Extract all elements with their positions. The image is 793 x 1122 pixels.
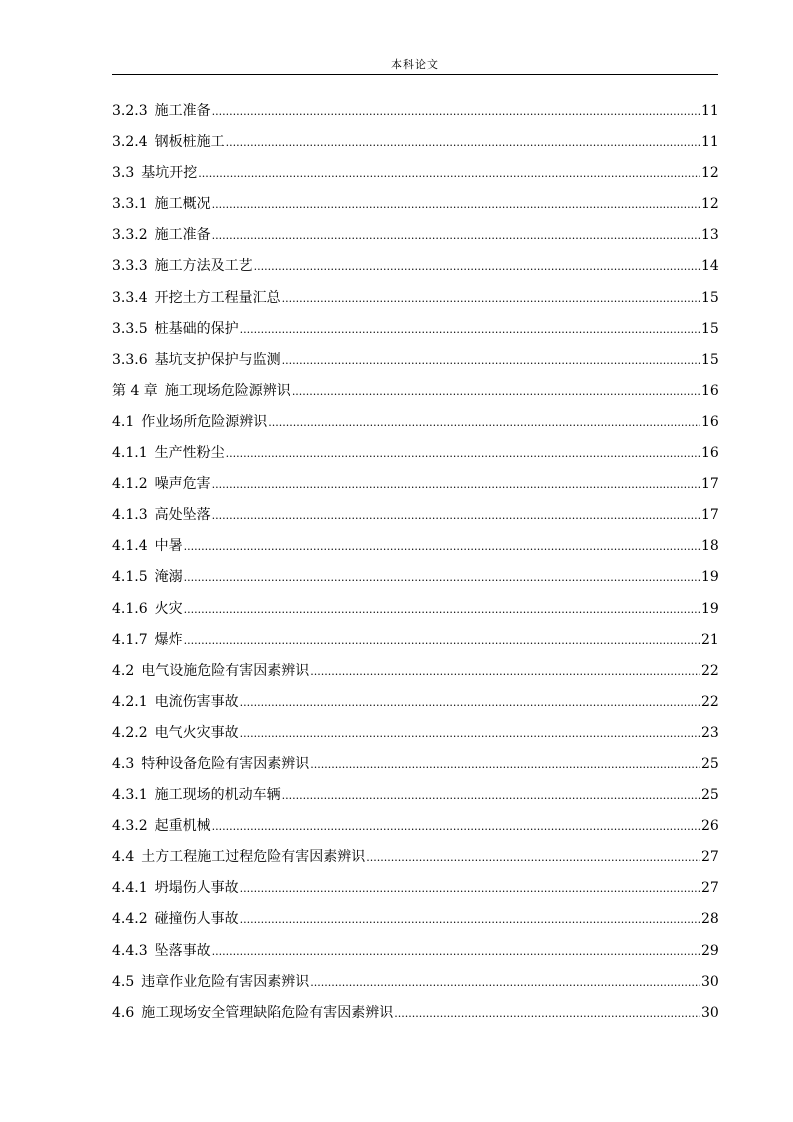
toc-dot-leader <box>212 472 700 498</box>
toc-dot-leader <box>310 752 700 778</box>
toc-dot-leader <box>394 1001 700 1027</box>
toc-entry-title: 施工方法及工艺 <box>154 258 253 275</box>
toc-dot-leader <box>240 690 700 716</box>
toc-entry-page: 15 <box>701 289 719 306</box>
toc-dot-leader <box>212 192 700 218</box>
toc-entry-title: 基坑支护保护与监测 <box>154 351 281 368</box>
toc-entry-page: 16 <box>701 445 719 462</box>
toc-entry-number: 4.6 <box>112 1004 135 1021</box>
toc-dot-leader <box>240 317 700 343</box>
toc-entry[interactable] <box>112 689 718 720</box>
toc-entry-number: 4.1.5 <box>112 569 148 586</box>
toc-entry[interactable] <box>112 347 718 378</box>
toc-entry-title: 碰撞伤人事故 <box>154 911 239 928</box>
toc-entry-title: 施工概况 <box>154 196 211 213</box>
toc-entry-title: 施工准备 <box>154 227 211 244</box>
toc-entry[interactable] <box>112 564 718 595</box>
toc-entry-number: 3.3.5 <box>112 320 148 337</box>
toc-dot-leader <box>184 565 700 591</box>
toc-entry[interactable] <box>112 316 718 347</box>
toc-entry-page: 18 <box>701 538 719 555</box>
toc-entry-page: 30 <box>701 1004 719 1021</box>
toc-entry-number: 3.3.6 <box>112 351 148 368</box>
toc-entry-number: 3.2.4 <box>112 134 148 151</box>
toc-entry-number: 4.1 <box>112 413 135 430</box>
toc-entry-title: 爆炸 <box>154 631 183 648</box>
toc-entry-title: 电流伤害事故 <box>154 693 239 710</box>
toc-entry[interactable] <box>112 533 718 564</box>
toc-entry-number: 4.3.2 <box>112 818 148 835</box>
toc-entry-page: 19 <box>701 600 719 617</box>
toc-dot-leader <box>226 130 700 156</box>
table-of-contents <box>112 98 718 1031</box>
toc-dot-leader <box>198 161 700 187</box>
toc-entry-number: 4.1.3 <box>112 507 148 524</box>
toc-entry-title: 违章作业危险有害因素辨识 <box>141 973 310 990</box>
toc-entry[interactable] <box>112 720 718 751</box>
toc-entry-title: 基坑开挖 <box>141 165 198 182</box>
toc-entry-page: 27 <box>701 880 719 897</box>
toc-entry-number: 3.3.4 <box>112 289 148 306</box>
toc-entry-page: 25 <box>701 787 719 804</box>
toc-dot-leader <box>282 783 700 809</box>
toc-entry[interactable] <box>112 658 718 689</box>
toc-entry-number: 4.2.1 <box>112 693 148 710</box>
toc-entry[interactable] <box>112 378 718 409</box>
toc-entry-title: 特种设备危险有害因素辨识 <box>141 755 310 772</box>
toc-dot-leader <box>184 628 700 654</box>
toc-entry-number: 4.1.4 <box>112 538 148 555</box>
toc-entry[interactable] <box>112 191 718 222</box>
toc-entry[interactable] <box>112 471 718 502</box>
toc-entry[interactable] <box>112 751 718 782</box>
toc-entry-page: 14 <box>701 258 719 275</box>
page-header <box>112 52 718 75</box>
toc-entry-page: 22 <box>701 693 719 710</box>
toc-entry[interactable] <box>112 285 718 316</box>
toc-entry-number: 3.2.3 <box>112 103 148 119</box>
toc-entry-title: 桩基础的保护 <box>154 320 239 337</box>
toc-dot-leader <box>310 659 700 685</box>
toc-entry-page: 25 <box>701 755 719 772</box>
toc-dot-leader <box>282 348 700 374</box>
toc-entry-title: 施工现场安全管理缺陷危险有害因素辨识 <box>141 1004 394 1021</box>
toc-entry-title: 电气设施危险有害因素辨识 <box>141 662 310 679</box>
toc-entry-page: 11 <box>701 103 719 119</box>
toc-entry[interactable] <box>112 844 718 875</box>
toc-dot-leader <box>268 410 700 436</box>
toc-entry[interactable] <box>112 596 718 627</box>
toc-entry-number: 4.4.2 <box>112 911 148 928</box>
toc-entry[interactable] <box>112 782 718 813</box>
toc-entry-number: 3.3.3 <box>112 258 148 275</box>
toc-entry-number: 4.4.3 <box>112 942 148 959</box>
toc-entry-number: 第 4 章 <box>112 382 158 399</box>
toc-entry-title: 施工准备 <box>154 103 211 119</box>
toc-entry[interactable] <box>112 938 718 969</box>
toc-entry-title: 作业场所危险源辨识 <box>141 413 268 430</box>
toc-entry-number: 4.5 <box>112 973 135 990</box>
toc-entry[interactable] <box>112 906 718 937</box>
toc-entry-page: 23 <box>701 724 719 741</box>
toc-entry-page: 13 <box>701 227 719 244</box>
toc-entry[interactable] <box>112 409 718 440</box>
toc-entry-page: 15 <box>701 351 719 368</box>
toc-dot-leader <box>254 254 700 280</box>
toc-dot-leader <box>184 534 700 560</box>
toc-entry-page: 12 <box>701 165 719 182</box>
toc-dot-leader <box>282 286 700 312</box>
toc-dot-leader <box>240 907 700 933</box>
toc-entry[interactable] <box>112 222 718 253</box>
toc-entry-title: 坠落事故 <box>154 942 211 959</box>
toc-entry-page: 15 <box>701 320 719 337</box>
toc-entry-page: 16 <box>701 413 719 430</box>
toc-entry-page: 12 <box>701 196 719 213</box>
toc-entry-page: 16 <box>701 382 719 399</box>
toc-dot-leader <box>212 814 700 840</box>
toc-entry-page: 29 <box>701 942 719 959</box>
toc-dot-leader <box>212 223 700 249</box>
toc-dot-leader <box>212 99 700 125</box>
toc-entry-title: 坍塌伤人事故 <box>154 880 239 897</box>
toc-entry-title: 施工现场危险源辨识 <box>164 382 291 399</box>
toc-dot-leader <box>240 721 700 747</box>
toc-entry[interactable] <box>112 160 718 191</box>
toc-dot-leader <box>240 876 700 902</box>
toc-entry-number: 4.1.7 <box>112 631 148 648</box>
toc-dot-leader <box>212 503 700 529</box>
toc-entry-title: 施工现场的机动车辆 <box>154 787 281 804</box>
toc-entry-number: 4.1.2 <box>112 476 148 493</box>
toc-entry-title: 土方工程施工过程危险有害因素辨识 <box>141 849 366 866</box>
toc-entry-page: 22 <box>701 662 719 679</box>
toc-entry[interactable] <box>112 875 718 906</box>
toc-entry-title: 起重机械 <box>154 818 211 835</box>
toc-entry-title: 中暑 <box>154 538 183 555</box>
toc-entry-page: 28 <box>701 911 719 928</box>
toc-dot-leader <box>184 597 700 623</box>
toc-dot-leader <box>310 970 700 996</box>
toc-entry-title: 钢板桩施工 <box>154 134 225 151</box>
toc-entry-title: 高处坠落 <box>154 507 211 524</box>
toc-entry-page: 21 <box>701 631 719 648</box>
toc-entry-page: 27 <box>701 849 719 866</box>
toc-entry-number: 3.3.1 <box>112 196 148 213</box>
toc-entry-page: 17 <box>701 476 719 493</box>
toc-entry-number: 4.1.1 <box>112 445 148 462</box>
toc-entry-number: 3.3 <box>112 165 135 182</box>
toc-entry-number: 4.3.1 <box>112 787 148 804</box>
toc-entry-page: 11 <box>701 134 719 151</box>
toc-entry-page: 17 <box>701 507 719 524</box>
toc-entry-number: 4.3 <box>112 755 135 772</box>
toc-entry[interactable] <box>112 440 718 471</box>
toc-dot-leader <box>366 845 700 871</box>
toc-entry-number: 4.4 <box>112 849 135 866</box>
toc-entry[interactable] <box>112 1000 718 1031</box>
toc-entry[interactable] <box>112 98 718 129</box>
toc-entry-title: 噪声危害 <box>154 476 211 493</box>
toc-entry-number: 3.3.2 <box>112 227 148 244</box>
toc-dot-leader <box>212 939 700 965</box>
toc-dot-leader <box>292 379 700 405</box>
toc-entry-title: 淹溺 <box>154 569 183 586</box>
toc-entry-title: 电气火灾事故 <box>154 724 239 741</box>
page-header-title: 本科论文 <box>391 58 439 71</box>
toc-entry-page: 26 <box>701 818 719 835</box>
toc-dot-leader <box>226 441 700 467</box>
toc-entry-number: 4.2.2 <box>112 724 148 741</box>
toc-entry-number: 4.4.1 <box>112 880 148 897</box>
toc-entry[interactable] <box>112 253 718 284</box>
toc-entry[interactable] <box>112 969 718 1000</box>
toc-entry-number: 4.2 <box>112 662 135 679</box>
toc-entry-number: 4.1.6 <box>112 600 148 617</box>
toc-entry[interactable] <box>112 129 718 160</box>
toc-entry-title: 火灾 <box>154 600 183 617</box>
toc-entry-title: 开挖土方工程量汇总 <box>154 289 281 306</box>
toc-entry-page: 30 <box>701 973 719 990</box>
toc-entry[interactable] <box>112 502 718 533</box>
toc-entry[interactable] <box>112 627 718 658</box>
toc-entry-page: 19 <box>701 569 719 586</box>
toc-entry[interactable] <box>112 813 718 844</box>
toc-entry-title: 生产性粉尘 <box>154 445 225 462</box>
